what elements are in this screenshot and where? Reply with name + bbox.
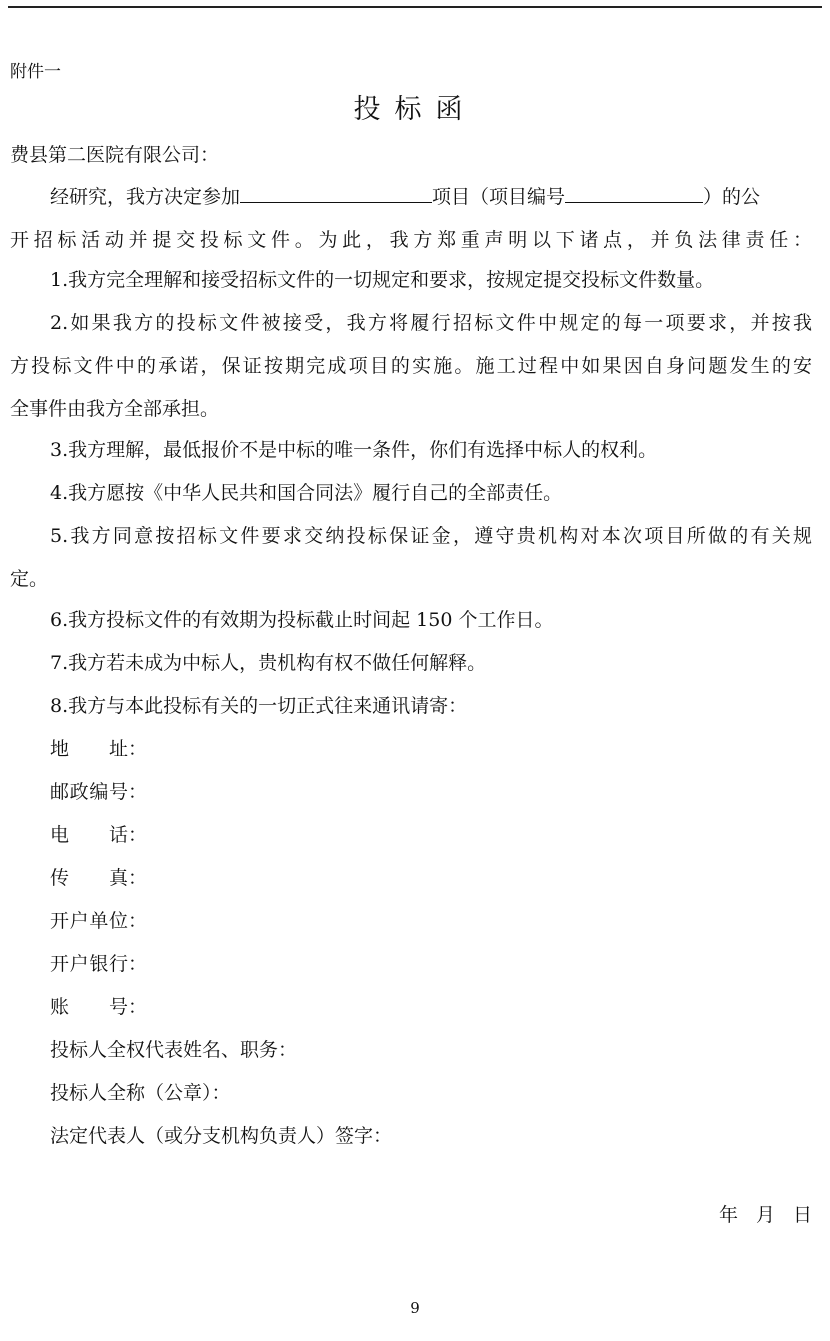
intro-text-c: ）的公 [703,186,761,208]
field-fax-label: 传真 [50,867,128,889]
date-day: 日 [792,1204,812,1226]
field-address-colon: ： [128,738,148,760]
page-number: 9 [410,1299,420,1317]
date-line [701,1203,812,1227]
project-name-blank[interactable] [240,184,432,203]
intro-text-b: 项目（项目编号 [432,186,566,208]
top-rule [8,6,822,8]
date-month: 月 [755,1204,775,1226]
field-phone-label: 电话 [50,824,128,846]
item-3: 3.我方理解，最低报价不是中标的唯一条件，你们有选择中标人的权利。 [50,439,658,461]
field-representative: 投标人全权代表姓名、职务： [50,1039,298,1061]
field-account-no-label: 账号 [50,996,128,1018]
item-7: 7.我方若未成为中标人，贵机构有权不做任何解释。 [50,652,487,674]
recipient: 费县第二医院有限公司： [10,144,220,166]
intro-line-2: 开招标活动并提交投标文件。为此，我方郑重声明以下诸点，并负法律责任： [10,229,812,251]
item-8: 8.我方与本此投标有关的一切正式往来通讯请寄： [50,695,468,717]
item-2-line-1: 2.如果我方的投标文件被接受，我方将履行招标文件中规定的每一项要求，并按我 [50,312,812,334]
page-title: 投标函 [353,94,477,125]
project-number-blank[interactable] [565,184,703,203]
field-account-unit-label: 开户单位 [50,910,128,932]
field-legal-signature: 法定代表人（或分支机构负责人）签字： [50,1125,393,1147]
intro-line-1 [50,184,760,209]
field-bank-colon: ： [128,953,148,975]
field-bidder-name: 投标人全称（公章）： [50,1082,231,1104]
item-4: 4.我方愿按《中华人民共和国合同法》履行自己的全部责任。 [50,482,563,504]
field-address-label: 地址 [50,738,128,760]
field-fax-colon: ： [128,867,148,889]
field-postal [50,780,147,804]
field-bank-label: 开户银行 [50,953,128,975]
annex-label: 附件一 [10,62,61,82]
field-postal-colon: ： [128,781,148,803]
field-bank [50,952,147,976]
field-phone [50,823,147,847]
item-5-line-2: 定。 [10,568,49,590]
item-2-line-3: 全事件由我方全部承担。 [10,398,220,420]
field-account-no [50,995,147,1019]
field-account-unit-colon: ： [128,910,148,932]
item-2-line-2: 方投标文件中的承诺，保证按期完成项目的实施。施工过程中如果因自身问题发生的安 [10,355,812,377]
date-year: 年 [718,1204,738,1226]
item-5-line-1: 5.我方同意按招标文件要求交纳投标保证金，遵守贵机构对本次项目所做的有关规 [50,525,812,547]
field-postal-label: 邮政编号 [50,781,128,803]
field-phone-colon: ： [128,824,148,846]
field-address [50,737,147,761]
field-account-unit [50,909,147,933]
field-account-no-colon: ： [128,996,148,1018]
field-fax [50,866,147,890]
item-6: 6.我方投标文件的有效期为投标截止时间起 150 个工作日。 [50,609,554,631]
item-1: 1.我方完全理解和接受招标文件的一切规定和要求，按规定提交投标文件数量。 [50,269,715,291]
intro-text-a: 经研究，我方决定参加 [50,186,241,208]
